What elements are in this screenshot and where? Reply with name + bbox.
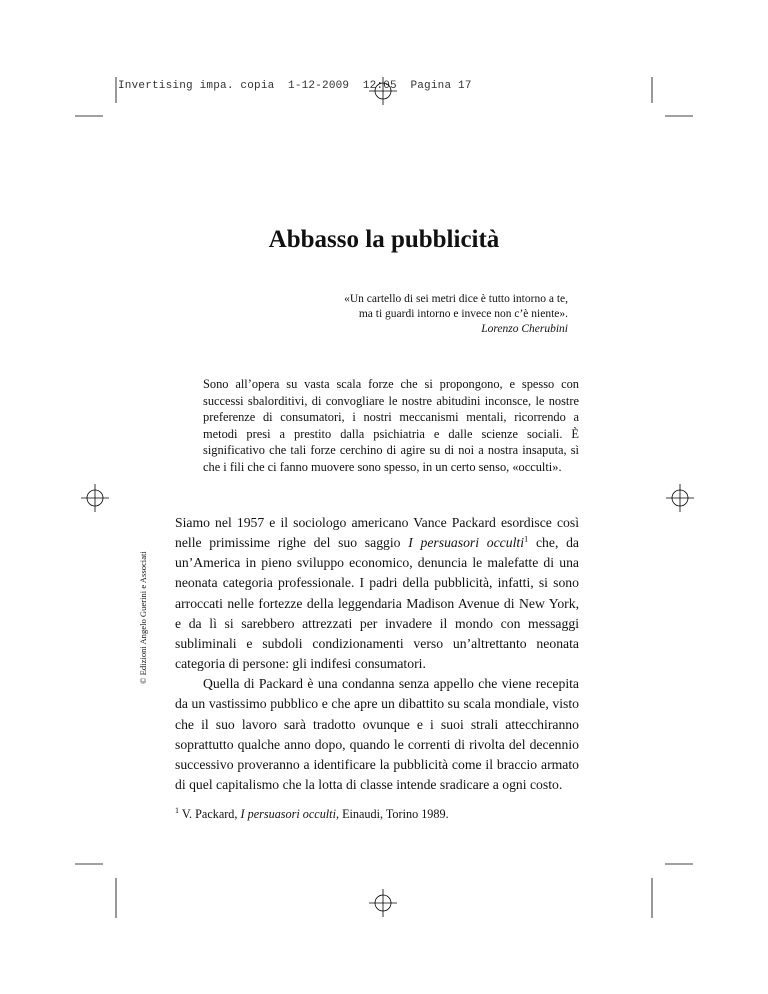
paragraph-2: Quella di Packard è una condanna senza appello che viene recepita da un vastissimo pubblico e che apre un dibattito su scala mondiale, visto che il suo lavoro sarà tradotto ovunque e i suoi strali attecchiranno soprattutto qualche anno dopo, quando le correnti di rivolta del decennio successivo proveranno a identificare la pubblicità come il braccio armato di quel capitalismo che la lotta di classe intende sradicare a ogni costo. — [175, 676, 579, 793]
paragraph-1-text-b: che, da un’America in pieno sviluppo economico, denuncia le malefatte di una neonata categoria professionale. I padri della pubblicità, infatti, si sono arroccati nelle fortezze della leggendaria Madison Avenue di New York, e da lì si sarebbero attrezzati per invadere il mondo con messaggi subliminali e subdoli condizionamenti verso un’altrettanto neonata categoria di persone: gli indifesi consumatori. — [175, 535, 579, 672]
footnote-text-a: V. Packard, — [179, 807, 241, 821]
epigraph-author: Lorenzo Cherubini — [481, 323, 568, 335]
epigraph — [228, 292, 568, 337]
footnote-reference: 1 — [524, 533, 529, 544]
registration-mark-right — [666, 484, 694, 512]
footnote-number: 1 — [175, 805, 179, 815]
footnote-book-title: I persuasori occulti — [240, 807, 336, 821]
body-text — [175, 513, 579, 795]
epigraph-line-1: «Un cartello di sei metri dice è tutto intorno a te, — [344, 293, 568, 305]
copyright-notice: © Edizioni Angelo Guerini e Associati — [138, 551, 148, 684]
printer-slug-line: Invertising impa. copia 1-12-2009 12:05 Pagina 17 — [118, 80, 472, 92]
footnote — [175, 807, 579, 822]
block-quote: Sono all’opera su vasta scala forze che si propongono, e spesso con successi sbalorditivi, di convogliare le nostre abitudini inconsce, le nostre preferenze di consumatori, i nostri meccanismi mentali, ricorrendo a metodi presi a prestito dalla psichiatria e dalle scienze sociali. È significativo che tali forze cerchino di agire su di noi a nostra insaputa, sì che i fili che ci fanno muovere sono spesso, in un certo senso, «occulti». — [203, 377, 579, 474]
epigraph-line-2: ma ti guardi intorno e invece non c’è niente». — [358, 308, 568, 320]
book-title: I persuasori occulti — [408, 535, 524, 551]
registration-mark-left — [81, 484, 109, 512]
registration-mark-bottom — [369, 889, 397, 917]
footnote-text-b: , Einaudi, Torino 1989. — [335, 807, 449, 821]
registration-mark-top — [369, 77, 397, 105]
paragraph-1-text-a: Siamo nel 1957 e il sociologo americano Vance Packard esordisce così nelle primissime righe del suo saggio — [175, 515, 579, 551]
chapter-title: Abbasso la pubblicità — [268, 226, 500, 253]
paragraph-1 — [175, 513, 579, 674]
